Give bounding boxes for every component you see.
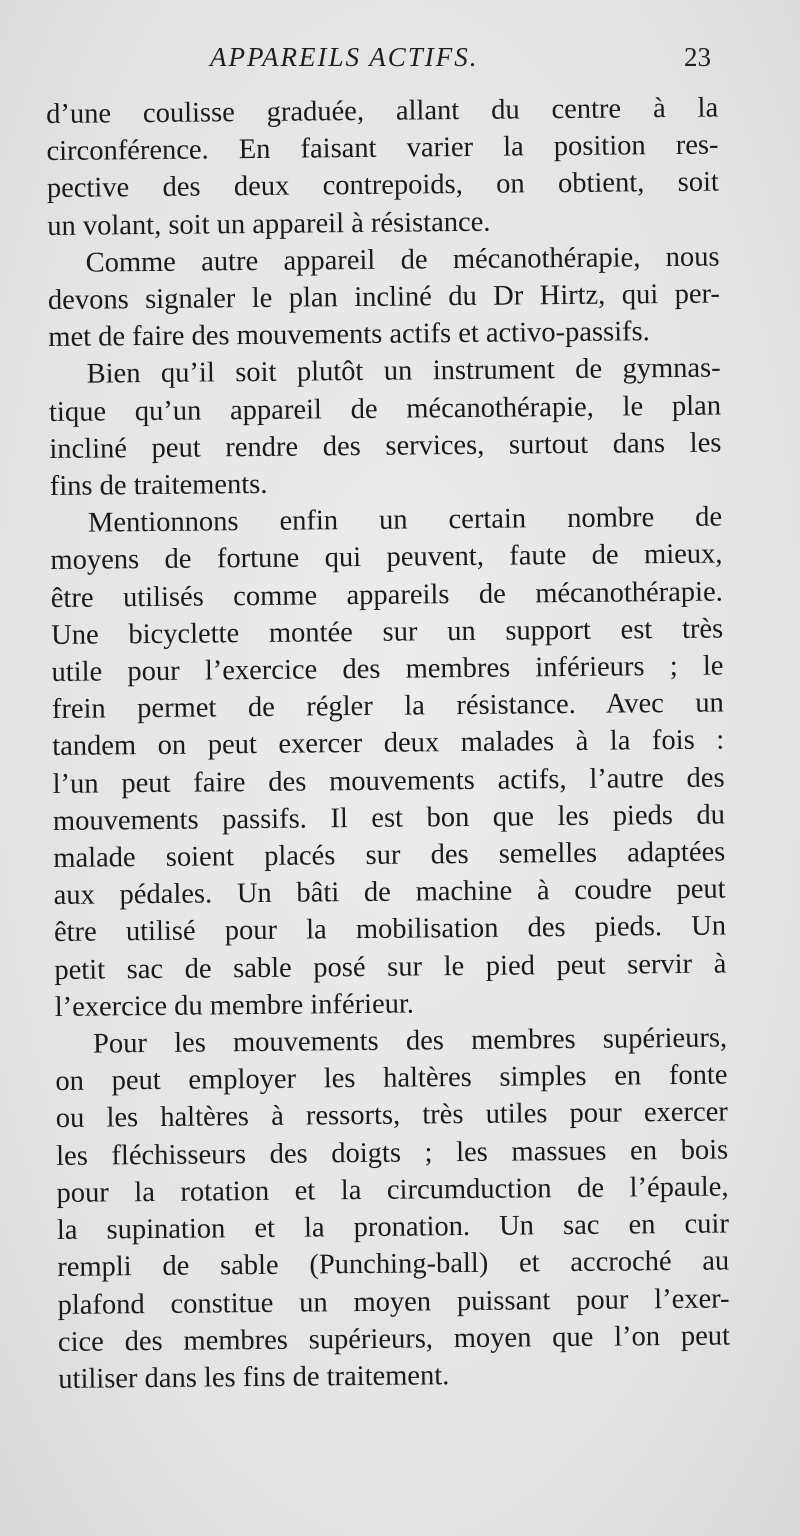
- text-line: tandem on peut exercer deux malades à la fois :: [52, 724, 725, 763]
- text-line: ou les haltères à ressorts, très utiles pour exercer: [55, 1096, 728, 1135]
- text-line: Une bicyclette montée sur un support est très: [51, 613, 724, 651]
- text-line: plafond constitue un moyen puissant pour l’exer-: [57, 1282, 730, 1321]
- text-line: être utilisés comme appareils de mécanothérapie.: [50, 576, 723, 614]
- text-line: pective des deux contrepoids, on obtient, soit: [46, 166, 720, 205]
- running-head-title: APPAREILS ACTIFS.: [210, 42, 479, 72]
- text-line: d’une coulisse graduée, allant du centre à la: [46, 92, 719, 130]
- text-line: met de faire des mouvements actifs et activo-passifs.: [48, 316, 650, 354]
- text-line: utile pour l’exercice des membres inférieurs ; le: [51, 650, 724, 689]
- text-line: petit sac de sable posé sur le pied peut servir à: [54, 948, 727, 986]
- text-line: Bien qu’il soit plutôt un instrument de gymnas-: [86, 352, 721, 391]
- text-line: pour la rotation et la circumduction de l’épaule,: [56, 1171, 729, 1209]
- text-line: incliné peut rendre des services, surtout dans les: [49, 427, 722, 465]
- text-line: la supination et la pronation. Un sac en cuir: [56, 1208, 730, 1247]
- paragraph-5: [55, 1020, 731, 1398]
- page-number: 23: [684, 42, 711, 72]
- text-line: cice des membres supérieurs, moyen que l’on peut: [57, 1320, 731, 1358]
- text-line: l’un peut faire des mouvements actifs, l’autre des: [52, 762, 725, 800]
- text-line: les fléchisseurs des doigts ; les massues en bois: [56, 1134, 729, 1172]
- text-line: fins de traitements.: [49, 468, 268, 503]
- text-line: Comme autre appareil de mécanothérapie, nous: [85, 241, 720, 279]
- running-head: [0, 42, 800, 78]
- paragraph-2: [47, 238, 720, 356]
- body-text: [46, 90, 730, 1399]
- paragraph-1: [46, 90, 719, 245]
- text-line: mouvements passifs. Il est bon que les pieds du: [52, 799, 726, 837]
- text-line: l’exercice du membre inférieur.: [54, 988, 415, 1023]
- text-line: malade soient placés sur des semelles adaptées: [53, 836, 726, 875]
- text-line: frein permet de régler la résistance. Avec un: [51, 687, 725, 726]
- text-line: Mentionnons enfin un certain nombre de: [87, 501, 723, 539]
- text-line: aux pédales. Un bâti de machine à coudre peut: [53, 873, 726, 912]
- text-line: utiliser dans les fins de traitement.: [58, 1360, 450, 1395]
- text-line: Pour les mouvements des membres supérieurs,: [92, 1022, 728, 1060]
- text-line: circonférence. En faisant varier la position res-: [46, 129, 719, 168]
- text-line: rempli de sable (Punching-ball) et accroché au: [57, 1245, 730, 1284]
- paragraph-4: [50, 499, 727, 1026]
- text-line: être utilisé pour la mobilisation des pieds. Un: [53, 910, 727, 949]
- text-line: tique qu’un appareil de mécanothérapie, le plan: [48, 390, 722, 428]
- text-line: devons signaler le plan incliné du Dr Hirtz, qui per-: [47, 278, 721, 317]
- text-line: moyens de fortune qui peuvent, faute de mieux,: [50, 538, 723, 577]
- text-line: un volant, soit un appareil à résistance.: [47, 206, 491, 242]
- text-line: on peut employer les haltères simples en fonte: [55, 1059, 728, 1098]
- paragraph-3: [48, 350, 721, 505]
